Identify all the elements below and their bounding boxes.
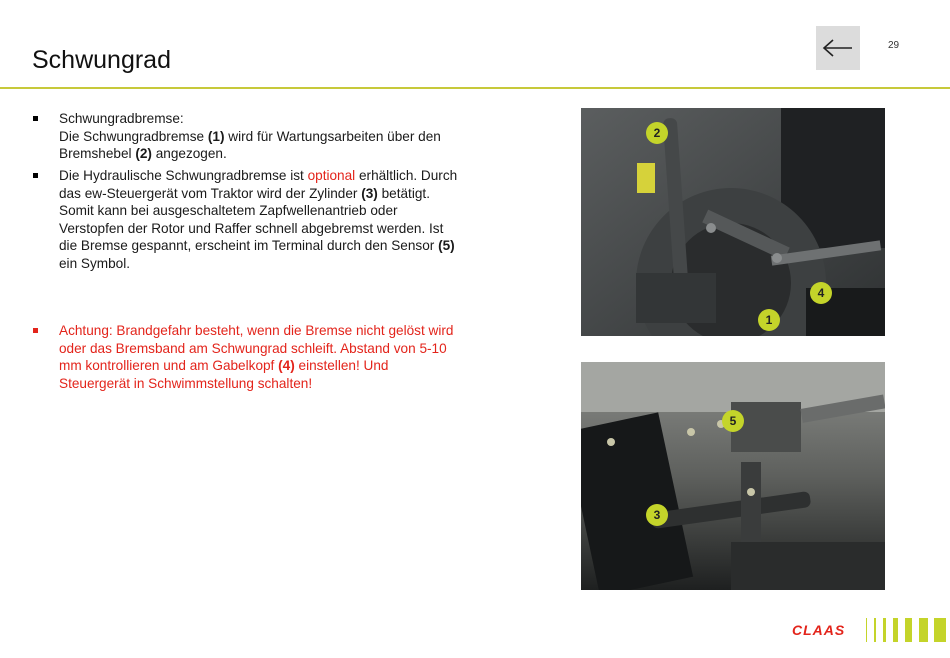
photo-hydraulic-cylinder (581, 362, 885, 590)
photo-flywheel-brake-lever (581, 108, 885, 336)
bullet-heading: Schwungradbremse: (59, 111, 184, 126)
brand-stripe (893, 618, 898, 642)
brand-stripe (919, 618, 928, 642)
svg-text:CLAAS: CLAAS (792, 622, 846, 638)
page-title: Schwungrad (32, 46, 171, 74)
label-1: 1 (758, 309, 780, 331)
page-number: 29 (888, 40, 900, 51)
arrow-left-icon (822, 38, 854, 58)
label-5: 5 (722, 410, 744, 432)
label-3: 3 (646, 504, 668, 526)
label-2: 2 (646, 122, 668, 144)
brand-stripe (874, 618, 876, 642)
optional-highlight: optional (307, 168, 356, 183)
bullet-flywheel-brake (32, 110, 462, 167)
bullet-marker (33, 328, 38, 333)
brand-stripe (883, 618, 886, 642)
bullet-list (32, 110, 462, 392)
bullet-marker (33, 173, 38, 178)
bullet-text: Die Hydraulische Schwungradbremse ist optional erhältlich. Durch das ew-Steuergerät vom Traktor wird der Zylinder (3) betätigt. Somit kann bei ausgeschaltetem Zapfwellenantrieb oder Verstopfen der Rotor und Raffer schnell abgebremst werden. Ist die Bremse gespannt, erscheint im Terminal durch den Sensor (5) ein Symbol. (59, 168, 458, 271)
brand-stripe (905, 618, 912, 642)
warning-text: Achtung: Brandgefahr besteht, wenn die Bremse nicht gelöst wird oder das Bremsband am Schwungrad schleift. Abstand von 5-10 mm kontrollieren und am Gabelkopf (4) einstellen! Und Steuergerät in Schwimmstellung schalten! (59, 323, 454, 391)
back-button[interactable] (816, 26, 860, 70)
brand-stripe (866, 618, 867, 642)
label-4: 4 (810, 282, 832, 304)
claas-logo (790, 622, 862, 643)
title-divider (0, 87, 950, 89)
bullet-marker (33, 116, 38, 121)
bullet-hydraulic-brake (32, 167, 462, 322)
bullet-warning (32, 322, 462, 392)
bullet-text: Die Schwungradbremse (1) wird für Wartungsarbeiten über den Bremshebel (2) angezogen. (59, 128, 441, 162)
brand-stripe (934, 618, 946, 642)
